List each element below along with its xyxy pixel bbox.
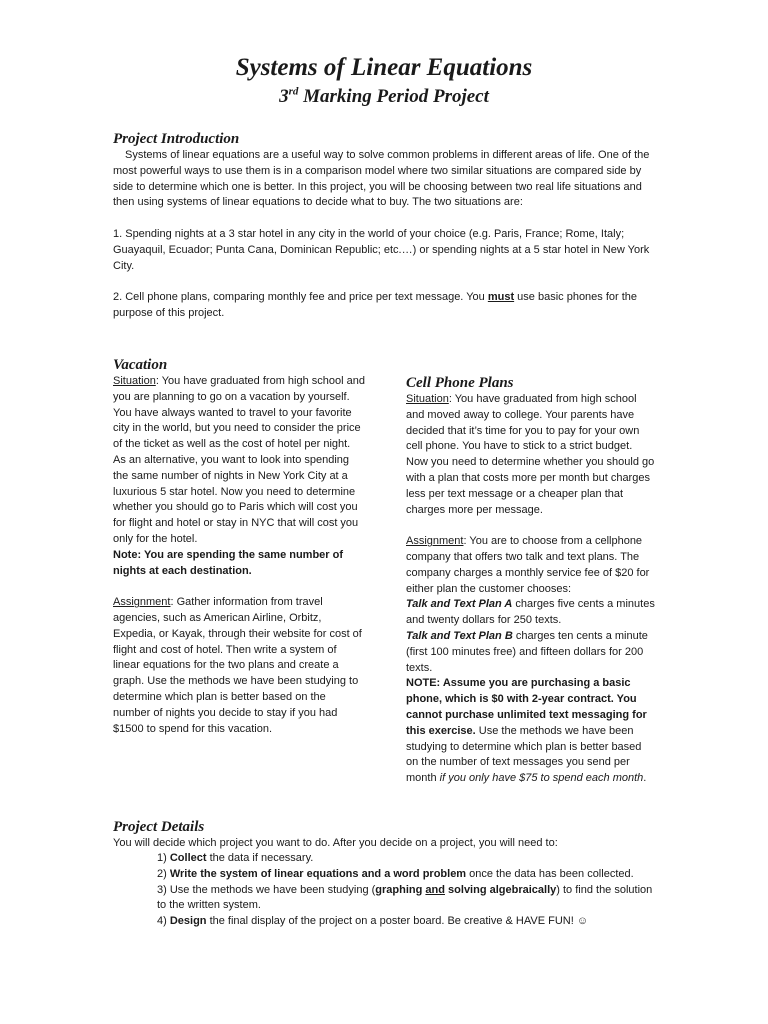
details-step-2-text: once the data has been collected. bbox=[466, 867, 634, 880]
cell-plan-b-label: Talk and Text Plan B bbox=[406, 629, 513, 642]
document-subtitle bbox=[0, 84, 768, 110]
intro-paragraph: Systems of linear equations are a useful way to solve common problems in different areas of life. One of the most powerful ways to use them is in a comparison model where two similar situations are compared side by side to determine which one is better. In this project, you will be choosing between two real life situations and then using systems of linear equations to decide what to buy. The two situations are: bbox=[113, 149, 650, 209]
cell-note-end: . bbox=[643, 772, 647, 785]
details-step-2 bbox=[157, 867, 657, 883]
details-step-3-graphing: graphing bbox=[375, 883, 423, 896]
subtitle-superscript: rd bbox=[288, 85, 299, 98]
intro-item-2 bbox=[113, 290, 653, 322]
cell-situation-text: : You have graduated from high school and moved away to college. Your parents have decided that it’s time for you to pay for your own cell phone. You have to stick to a strict budget. Now you need to determine whether you should go with a plan that costs more per month but charges less per text message or a cheaper plan that charges more per message. bbox=[406, 393, 655, 516]
vacation-note: Note: You are spending the same number of nights at each destination. bbox=[113, 548, 344, 577]
intro-item-2-text: 2. Cell phone plans, comparing monthly fee and price per text message. You bbox=[113, 291, 488, 304]
cell-plan-a bbox=[406, 597, 656, 629]
details-step-3-and: and bbox=[425, 883, 445, 896]
cell-note bbox=[406, 676, 656, 787]
document-title: Systems of Linear Equations bbox=[235, 54, 533, 81]
details-step-3-number: 3) Use the methods we have been studying ( bbox=[157, 883, 376, 896]
cell-assignment bbox=[406, 534, 656, 597]
cell-note-bold: NOTE: Assume you are purchasing a basic phone, which is $0 with 2-year contract. You cannot purchase unlimited text messaging for this exercise. bbox=[406, 677, 647, 737]
subtitle-number: 3 bbox=[279, 86, 289, 107]
subtitle-text: Marking Period Project bbox=[298, 86, 489, 107]
cell-assignment-text: : You are to choose from a cellphone company that offers two talk and text plans. The company charges a monthly service fee of $20 for either plan the customer chooses: bbox=[406, 535, 650, 595]
intro-heading: Project Introduction bbox=[113, 131, 240, 147]
details-step-1-text: the data if necessary. bbox=[206, 852, 314, 864]
vacation-assignment bbox=[113, 595, 365, 737]
cell-assignment-label: Assignment bbox=[406, 535, 464, 548]
details-step-1-number: 1) bbox=[157, 852, 170, 864]
vacation-assignment-text: : Gather information from travel agencies, such as American Airline, Orbitz, Expedia, or Kayak, through their website for cost of flight and cost of hotel. Then write a system of linear equations for the two plans and create a graph. Use the methods we have been studying to determine which plan is better based on the number of nights you decide to stay if you had $1500 to spend for this vacation. bbox=[113, 596, 362, 735]
cell-plan-b-text: charges ten cents a minute (first 100 minutes free) and fifteen dollars for 200 texts. bbox=[406, 629, 648, 674]
details-step-3 bbox=[157, 883, 657, 915]
details-step-4-text: the final display of the project on a poster board. Be creative & HAVE FUN! ☺ bbox=[206, 915, 589, 928]
cell-situation bbox=[406, 392, 656, 518]
vacation-heading: Vacation bbox=[113, 357, 168, 373]
details-step-2-number: 2) bbox=[157, 867, 170, 880]
details-step-4 bbox=[157, 914, 657, 930]
details-step-4-number: 4) bbox=[157, 915, 170, 928]
details-step-3-solving: solving algebraically bbox=[448, 883, 557, 896]
details-intro: You will decide which project you want to do. After you decide on a project, you will need to: bbox=[113, 837, 558, 849]
details-step-4-bold: Design bbox=[169, 915, 207, 928]
intro-section bbox=[113, 148, 653, 322]
cell-plan-b bbox=[406, 629, 656, 676]
cell-plan-a-text: charges five cents a minutes and twenty dollars for 250 texts. bbox=[406, 598, 655, 627]
cell-note-italic: if you only have $75 to spend each month bbox=[439, 772, 644, 785]
vacation-situation-text: : You have graduated from high school and you are planning to go on a vacation by yourself. You have always wanted to travel to your favorite city in the world, but you need to consider the price of the ticket as well as the cost of hotel per night. As an alternative, you want to look into spending the same number of nights in New York City at a luxurious 5 star hotel. Now you need to determine whether you should go to Paris which will cost you for flight and hotel or stay in NYC that will cost you only for the hotel. bbox=[113, 375, 365, 545]
cell-note-text: Use the methods we have been studying to determine which plan is better based on the number of text messages you send per month bbox=[406, 724, 642, 785]
details-heading: Project Details bbox=[113, 819, 205, 835]
details-step-2-bold: Write the system of linear equations and a word problem bbox=[169, 867, 467, 880]
details-steps bbox=[157, 851, 657, 930]
vacation-situation bbox=[113, 374, 365, 548]
details-step-3-text: ) to find the solution to the written system. bbox=[157, 883, 653, 912]
vacation-situation-label: Situation bbox=[113, 375, 156, 387]
vacation-section bbox=[113, 374, 365, 737]
intro-item-1: 1. Spending nights at a 3 star hotel in any city in the world of your choice (e.g. Paris, France; Rome, Italy; Guayaquil, Ecuador; Punta Cana, Dominican Republic; etc.…) or spending nights at a 5 star hotel in New York City. bbox=[113, 227, 650, 272]
intro-item-2-rest: use basic phones for the purpose of this project. bbox=[113, 291, 638, 319]
details-step-1 bbox=[157, 851, 657, 867]
intro-item-2-must: must bbox=[487, 291, 515, 304]
cell-plan-a-label: Talk and Text Plan A bbox=[406, 598, 513, 611]
cell-situation-label: Situation bbox=[406, 393, 449, 405]
cell-section bbox=[406, 392, 656, 787]
cell-heading: Cell Phone Plans bbox=[406, 375, 514, 391]
vacation-assignment-label: Assignment bbox=[113, 596, 171, 609]
details-step-1-bold: Collect bbox=[169, 852, 207, 864]
